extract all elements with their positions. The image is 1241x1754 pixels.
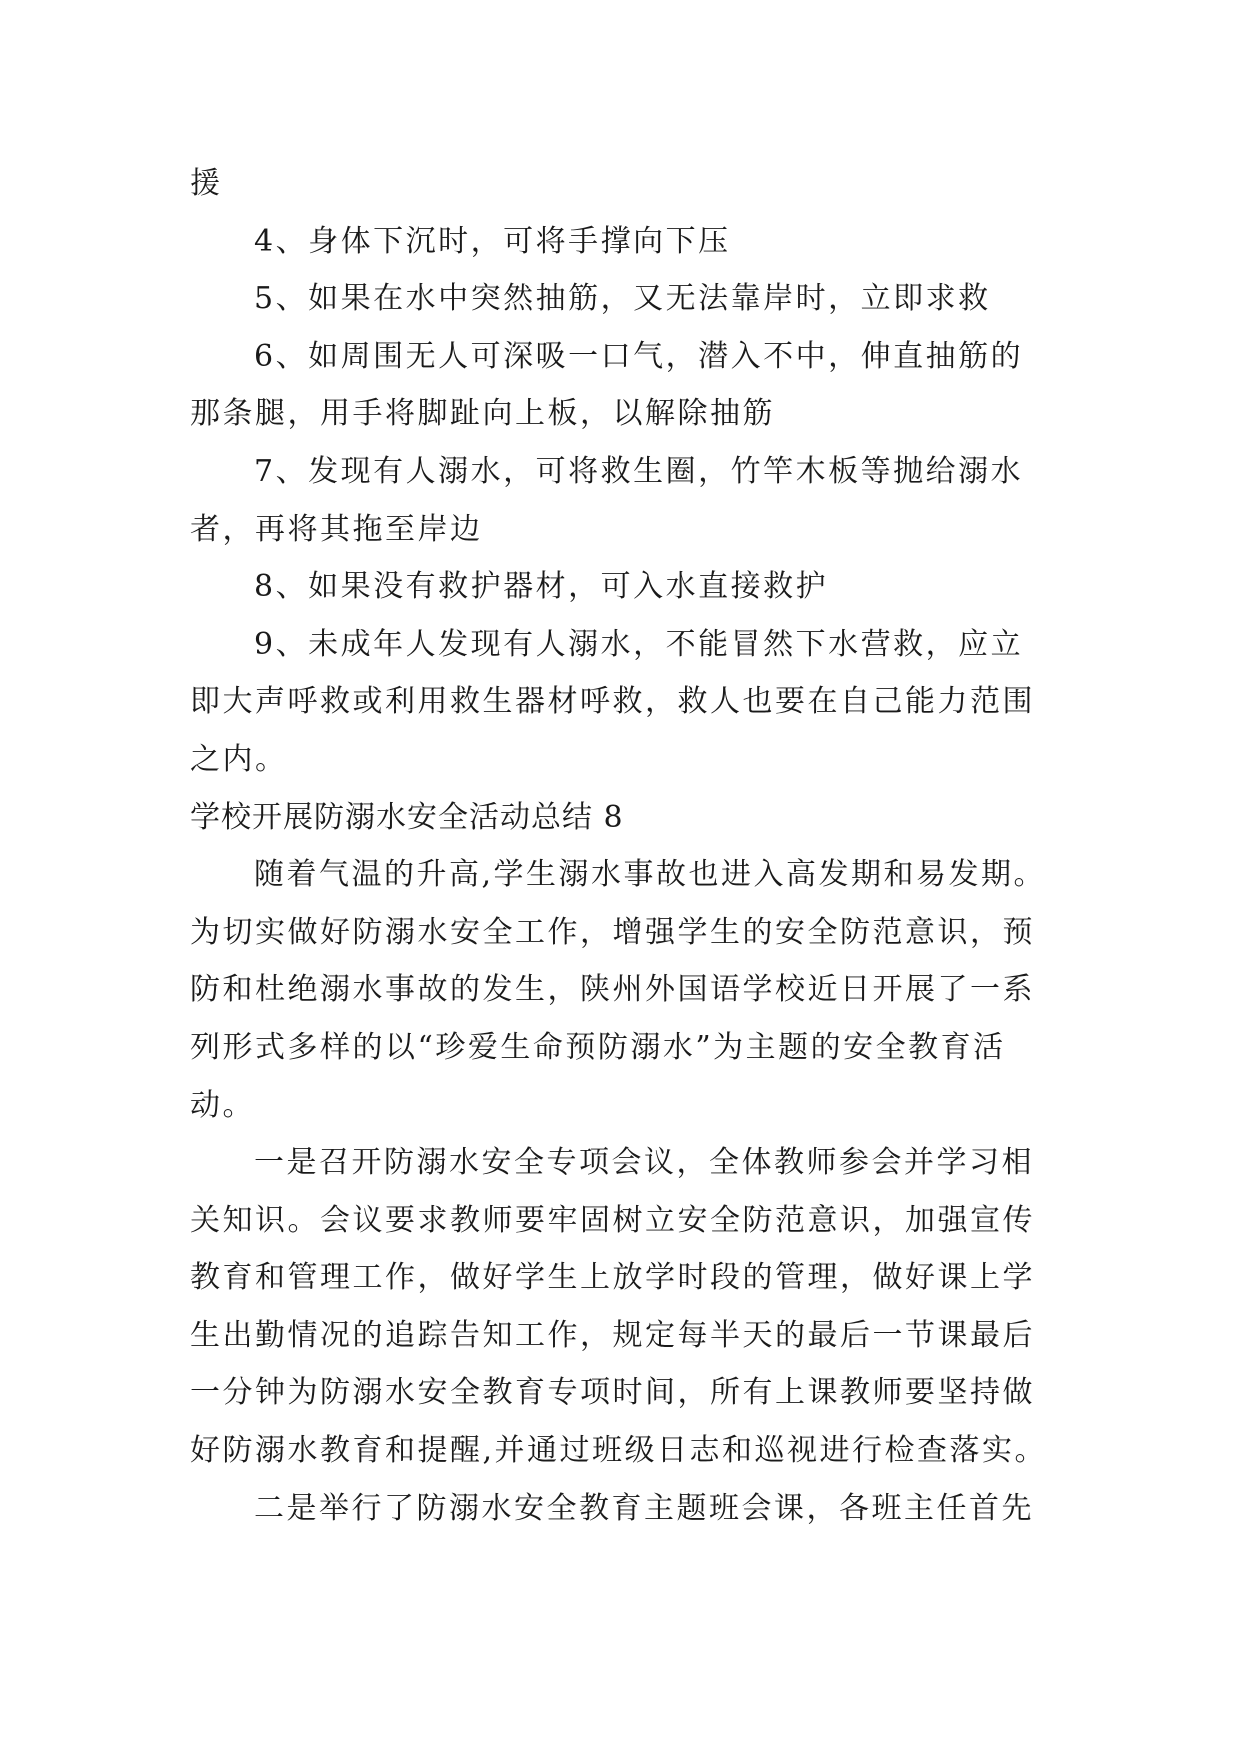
document-page [190, 155, 1052, 1537]
text-line: 生出勤情况的追踪告知工作，规定每半天的最后一节课最后 [190, 1317, 1035, 1353]
text-line: 者，再将其拖至岸边 [190, 511, 483, 547]
text-line: 一分钟为防溺水安全教育专项时间，所有上课教师要坚持做 [190, 1375, 1035, 1411]
text-line: 防和杜绝溺水事故的发生，陕州外国语学校近日开展了一系 [190, 972, 1035, 1008]
text-line: 9、未成年人发现有人溺水，不能冒然下水营救，应立 [254, 626, 1024, 662]
text-line: 二是举行了防溺水安全教育主题班会课，各班主任首先 [254, 1490, 1034, 1526]
text-line: 列形式多样的以“珍爱生命预防溺水”为主题的安全教育活 [190, 1029, 1006, 1065]
text-line: 教育和管理工作，做好学生上放学时段的管理，做好课上学 [190, 1260, 1035, 1296]
text-line: 6、如周围无人可深吸一口气，潜入不中，伸直抽筋的 [254, 338, 1024, 374]
text-line: 一是召开防溺水安全专项会议，全体教师参会并学习相 [254, 1145, 1034, 1181]
text-line: 为切实做好防溺水安全工作，增强学生的安全防范意识，预 [190, 914, 1035, 950]
text-line: 之内。 [190, 741, 288, 777]
text-line: 8、如果没有救护器材，可入水直接救护 [254, 569, 829, 605]
section-heading: 学校开展防溺水安全活动总结 8 [190, 799, 624, 835]
text-line: 随着气温的升高,学生溺水事故也进入高发期和易发期。 [254, 857, 1047, 893]
text-line: 援 [190, 166, 223, 201]
text-line: 即大声呼救或利用救生器材呼救，救人也要在自己能力范围 [190, 684, 1035, 720]
text-line: 4、身体下沉时，可将手撑向下压 [254, 223, 731, 259]
text-line: 关知识。会议要求教师要牢固树立安全防范意识，加强宣传 [190, 1202, 1035, 1238]
text-line: 动。 [190, 1087, 255, 1123]
text-line: 5、如果在水中突然抽筋，又无法靠岸时，立即求救 [254, 281, 991, 317]
text-line: 好防溺水教育和提醒,并通过班级日志和巡视进行检查落实。 [190, 1433, 1048, 1469]
text-line: 那条腿，用手将脚趾向上板，以解除抽筋 [190, 396, 775, 432]
text-line: 7、发现有人溺水，可将救生圈，竹竿木板等抛给溺水 [254, 453, 1024, 489]
